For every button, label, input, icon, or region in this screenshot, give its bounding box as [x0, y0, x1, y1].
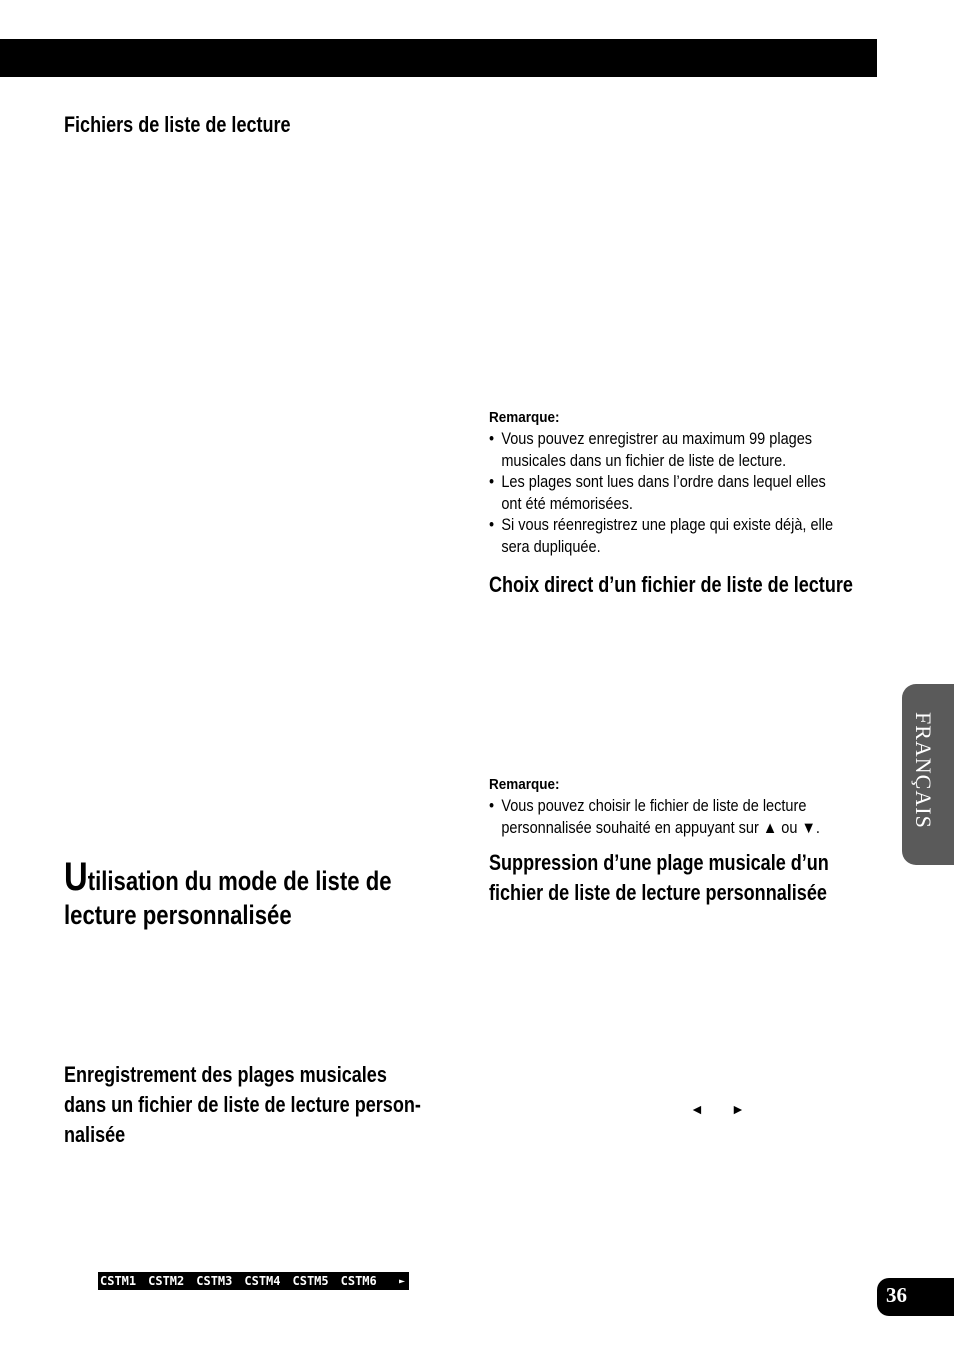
note1-item-2-line1: Les plages sont lues dans l’ordre dans lequel elles [501, 473, 826, 492]
header-bar [0, 39, 877, 77]
note1-item-1 [489, 429, 833, 472]
lcd-right-arrow-icon: ► [398, 1275, 405, 1287]
lcd-cell-6: CSTM6 [340, 1274, 377, 1288]
note1-item-3-line1: Si vous réenregistrez une plage qui existe déjà, elle [501, 516, 834, 535]
heading-direct-choice: Choix direct d’un fichier de liste de lecture [489, 572, 853, 597]
lcd-cell-2: CSTM2 [148, 1274, 185, 1288]
heading-line2: lecture personnalisée [64, 900, 292, 930]
note2-list [489, 796, 820, 839]
note1-title: Remarque: [489, 409, 560, 426]
note1-list [489, 429, 833, 559]
note1-item-1-line2: musicales dans un fichier de liste de lecture. [501, 451, 787, 470]
note2-item-1-line2: personnalisée souhaité en appuyant sur ▲ ou ▼. [501, 818, 820, 837]
note1-item-1-line1: Vous pouvez enregistrer au maximum 99 plages [501, 430, 813, 448]
lcd-display [98, 1272, 409, 1290]
heading-delete-line1: Suppression d’une plage musicale d’un [489, 850, 829, 875]
note1-item-3 [489, 515, 833, 558]
language-side-tab-label: FRANÇAIS [911, 712, 936, 829]
heading-register-line2: dans un fichier de liste de lecture person- [64, 1092, 421, 1117]
note2-title: Remarque: [489, 776, 560, 793]
heading-register-line1: Enregistrement des plages musicales [64, 1062, 387, 1087]
lcd-cell-3: CSTM3 [196, 1274, 233, 1288]
note1-item-3-line2: sera dupliquée. [501, 537, 601, 556]
lcd-cell-4: CSTM4 [244, 1274, 281, 1288]
note2-item-1 [489, 796, 820, 839]
note2-item-1-line1: Vous pouvez choisir le fichier de liste de lecture [501, 797, 807, 815]
right-arrow-icon: ► [731, 1101, 745, 1117]
lcd-cell-1: CSTM1 [100, 1274, 137, 1288]
note1-item-2 [489, 472, 833, 515]
note1-item-2-line2: ont été mémorisées. [501, 494, 633, 513]
left-arrow-icon: ◄ [690, 1101, 704, 1117]
page-number: 36 [886, 1283, 907, 1307]
heading-register-line3: nalisée [64, 1122, 126, 1147]
heading-delete-line2: fichier de liste de lecture personnalisée [489, 880, 827, 905]
heading-line1-rest: tilisation du mode de liste de [87, 866, 392, 896]
heading-dropcap: U [64, 855, 88, 899]
heading-register-tracks [64, 1060, 421, 1150]
lcd-cell-5: CSTM5 [292, 1274, 329, 1288]
heading-playlist-files: Fichiers de liste de lecture [64, 112, 291, 137]
heading-delete-track [489, 848, 829, 908]
page-number-badge [877, 1278, 954, 1316]
heading-custom-mode [64, 855, 392, 932]
